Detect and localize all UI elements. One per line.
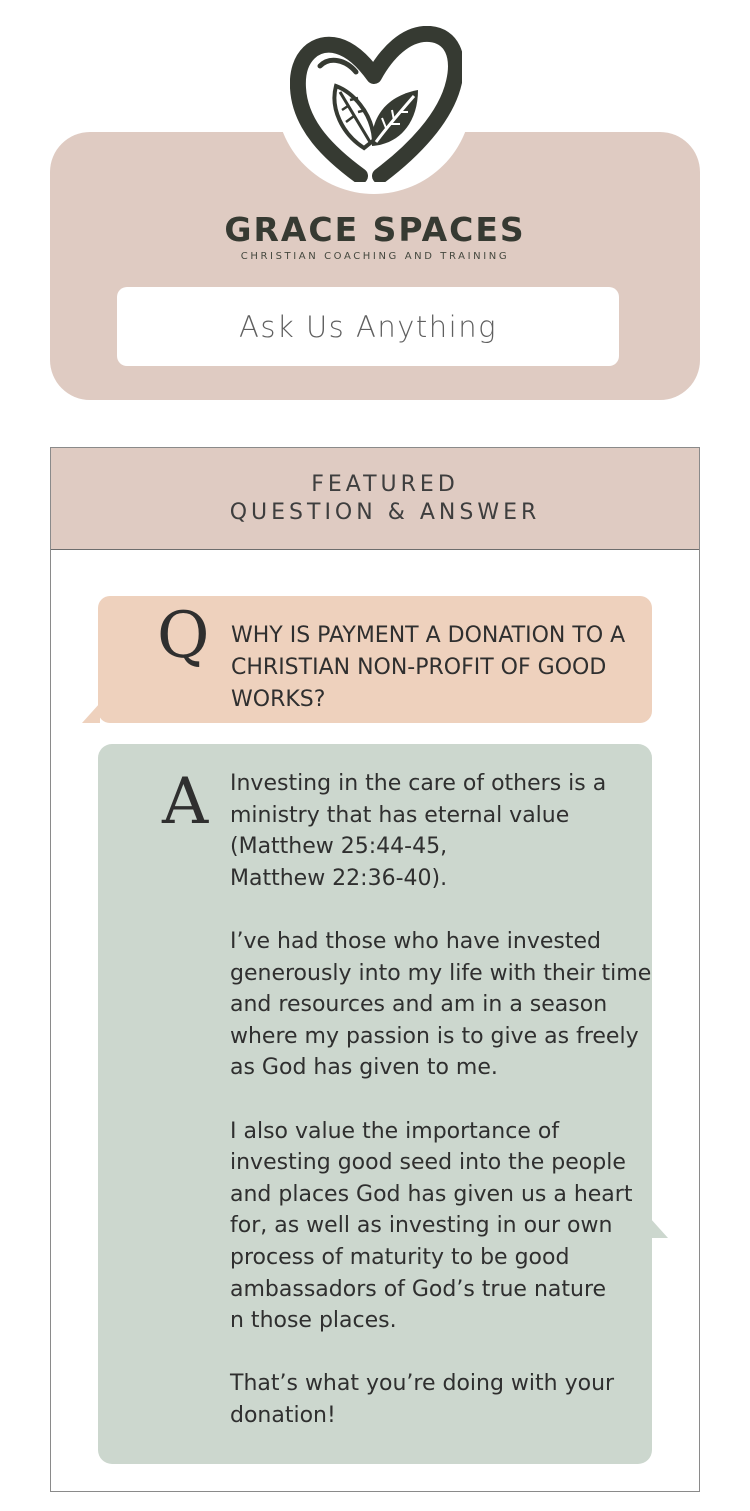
brand-subtitle: CHRISTIAN COACHING AND TRAINING [240,251,510,262]
ask-us-anything-button[interactable]: Ask Us Anything [117,287,619,366]
answer-paragraph: I also value the importance of investing good seed into the people and places God has given us a heart for, as well as investing in our own process of maturity to be good ambassadors of God’s true nature n those places. [230,1118,633,1334]
answer-bubble-tail [650,1218,668,1238]
question-bubble-tail [82,703,100,723]
answer-paragraph: That’s what you’re doing with your donation! [230,1371,615,1428]
answer-paragraph: Investing in the care of others is a ministry that has eternal value (Matthew 25:44-45, Matthew 22:36-40). [230,771,607,891]
heart-leaf-icon [290,26,462,182]
answer-paragraph: I’ve had those who have invested generously into my life with their time and resources and am in a season where my passion is to give as freely as God has given to me. [230,928,652,1081]
question-marker: Q [157,599,210,673]
featured-header [51,448,699,550]
answer-text [230,768,652,1431]
featured-heading-line1: FEATURED [311,472,459,497]
answer-marker: A [162,765,209,839]
brand-title: GRACE SPACES [224,210,526,249]
featured-heading-line2: QUESTION & ANSWER [229,500,541,525]
question-text: WHY IS PAYMENT A DONATION TO A CHRISTIAN NON-PROFIT OF GOOD WORKS? [231,623,626,712]
